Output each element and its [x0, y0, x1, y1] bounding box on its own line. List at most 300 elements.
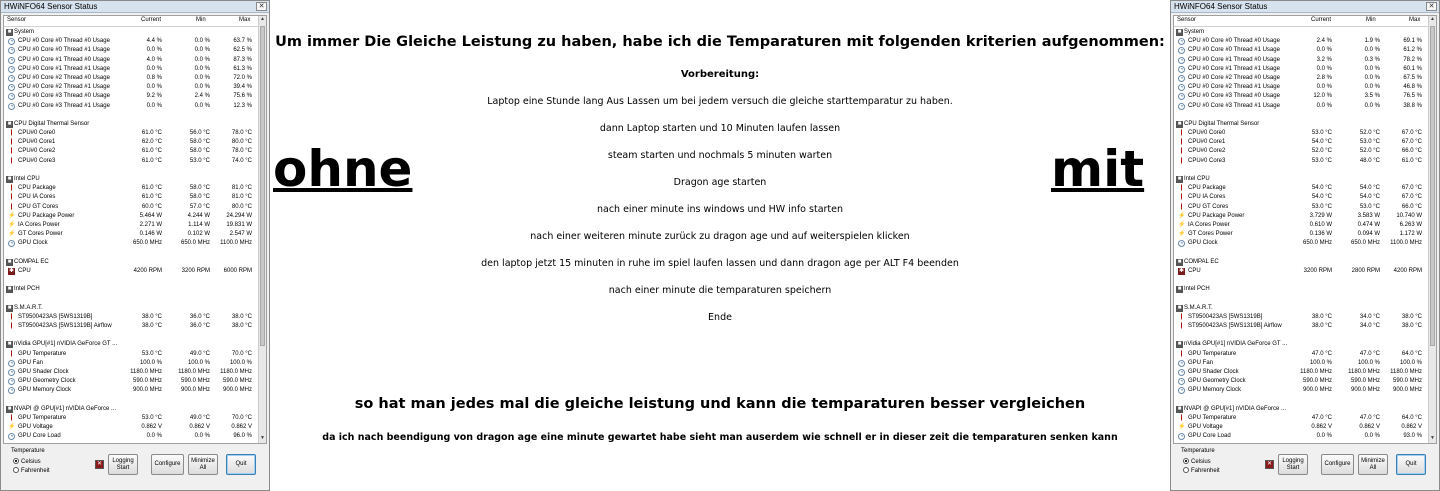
current-value: 54.0 °C	[1311, 139, 1332, 146]
current-value: 53.0 °C	[141, 414, 162, 421]
current-value: 650.0 MHz	[132, 240, 162, 247]
sensor-label: CPU #0 Core #2 Thread #0 Usage	[1188, 74, 1280, 81]
max-value: 70.0 °C	[231, 414, 252, 421]
sensor-row[interactable]	[4, 212, 260, 221]
sensor-row[interactable]	[4, 239, 260, 248]
sensor-label: COMPAL EC	[14, 258, 49, 265]
sensor-group[interactable]	[4, 28, 260, 37]
sensor-group[interactable]	[1174, 120, 1430, 129]
quit-button[interactable]: Quit	[1396, 454, 1426, 475]
min-value: 0.862 V	[1359, 424, 1380, 431]
close-icon[interactable]: ✕	[1426, 2, 1437, 11]
sensor-row[interactable]	[4, 83, 260, 92]
min-value: 1.114 W	[188, 221, 210, 228]
sensor-row[interactable]	[1174, 267, 1430, 276]
min-value: 58.0 °C	[189, 148, 210, 155]
sensor-group[interactable]	[1174, 28, 1430, 37]
sensor-list[interactable]	[1173, 15, 1437, 444]
column-sensor[interactable]: Sensor	[1177, 17, 1197, 23]
chip-icon: ■	[7, 405, 12, 412]
sensor-label: CPU Package	[18, 185, 56, 192]
vertical-scrollbar[interactable]	[1428, 16, 1436, 443]
current-value: 61.0 °C	[141, 148, 162, 155]
thermometer-icon: ❙	[8, 185, 15, 192]
step-text: steam starten und nochmals 5 minuten warten	[607, 150, 833, 161]
sensor-row[interactable]	[1174, 322, 1430, 331]
sensor-row[interactable]	[1174, 230, 1430, 239]
max-value: 6000 RPM	[223, 267, 252, 274]
sensor-label: CPU #0 Core #2 Thread #1 Usage	[1188, 84, 1280, 91]
gauge-icon: ◔	[9, 388, 14, 395]
min-value: 58.0 °C	[189, 185, 210, 192]
scrollbar-thumb[interactable]	[1430, 26, 1435, 346]
gauge-icon: ◔	[9, 369, 14, 376]
title-bar[interactable]	[1171, 1, 1439, 13]
sensor-group[interactable]	[1174, 340, 1430, 349]
max-value: 6.263 W	[1399, 221, 1422, 228]
thermometer-icon: ❙	[1178, 203, 1185, 210]
current-value: 4.4 %	[146, 38, 162, 45]
sensor-row[interactable]	[4, 147, 260, 156]
min-value: 0.0 %	[1364, 65, 1380, 72]
min-value: 47.0 °C	[1359, 414, 1380, 421]
lightning-icon: ⚡	[8, 231, 16, 238]
current-value: 53.0 °C	[141, 350, 162, 357]
min-value: 53.0 °C	[1359, 203, 1380, 210]
sensor-label: NVAPI @ GPU[#1] nVIDIA GeForce ...	[1184, 405, 1287, 412]
sensor-label: CPU #0 Core #0 Thread #1 Usage	[1188, 47, 1280, 54]
spacer-row	[1174, 396, 1430, 405]
sensor-row[interactable]	[1174, 147, 1430, 156]
scroll-down-icon[interactable]: ▼	[1430, 435, 1435, 441]
sensor-group[interactable]	[4, 120, 260, 129]
sensor-row[interactable]	[1174, 359, 1430, 368]
sensor-row[interactable]	[1174, 193, 1430, 202]
scroll-down-icon[interactable]: ▼	[260, 435, 265, 441]
current-value: 0.0 %	[1316, 433, 1332, 440]
chip-icon: ■	[1177, 405, 1182, 412]
sensor-row[interactable]	[1174, 37, 1430, 46]
step-text: Ende	[708, 312, 732, 323]
fahrenheit-radio[interactable]	[1183, 467, 1220, 474]
gauge-icon: ◔	[9, 48, 14, 55]
spacer-row	[4, 249, 260, 258]
current-value: 61.0 °C	[141, 130, 162, 137]
vertical-scrollbar[interactable]	[258, 16, 266, 443]
window-title: HWiNFO64 Sensor Status	[1174, 2, 1268, 11]
reset-icon[interactable]: ✕	[96, 461, 103, 467]
current-value: 0.0 %	[1316, 65, 1332, 72]
gauge-icon: ◔	[9, 434, 14, 441]
max-value: 38.0 °C	[1401, 323, 1422, 329]
current-value: 54.0 °C	[1311, 194, 1332, 201]
sensor-row[interactable]	[1174, 157, 1430, 166]
sensor-row[interactable]	[4, 414, 260, 423]
chip-icon: ■	[7, 29, 12, 35]
sensor-row[interactable]	[1174, 129, 1430, 138]
current-value: 2.271 W	[139, 221, 162, 228]
configure-button[interactable]: Configure	[1321, 454, 1354, 475]
sensor-row[interactable]	[4, 46, 260, 55]
chip-icon: ■	[7, 120, 12, 127]
temperature-label: Temperature	[11, 448, 45, 454]
min-value: 0.094 W	[1357, 231, 1380, 238]
sensor-group[interactable]	[4, 405, 260, 414]
sensor-row[interactable]	[1174, 423, 1430, 432]
current-value: 61.0 °C	[141, 194, 162, 201]
min-value: 34.0 °C	[1359, 323, 1380, 329]
current-value: 0.0 %	[1316, 102, 1332, 109]
chip-icon: ■	[1177, 258, 1182, 265]
sensor-group[interactable]	[1174, 285, 1430, 294]
sensor-label: CPU Digital Thermal Sensor	[1184, 120, 1260, 127]
sensor-row[interactable]	[4, 56, 260, 65]
max-value: 93.0 %	[1403, 433, 1422, 440]
sensor-row[interactable]	[4, 203, 260, 212]
spacer-row	[1174, 294, 1430, 303]
sensor-row[interactable]	[1174, 239, 1430, 248]
sensor-group[interactable]	[1174, 405, 1430, 414]
sensor-label: CPU #0 Core #3 Thread #1 Usage	[18, 102, 110, 109]
lightning-icon: ⚡	[8, 221, 16, 228]
min-value: 650.0 MHz	[180, 240, 210, 247]
max-value: 76.5 %	[1403, 93, 1422, 100]
current-value: 47.0 °C	[1311, 414, 1332, 421]
column-sensor[interactable]: Sensor	[7, 17, 27, 23]
gauge-icon: ◔	[9, 94, 14, 101]
sensor-label: CPU GT Cores	[1188, 203, 1229, 210]
chip-icon: ■	[7, 286, 12, 293]
min-value: 0.0 %	[194, 84, 210, 91]
sensor-rows	[1174, 28, 1430, 441]
sensor-group[interactable]	[1174, 304, 1430, 313]
sensor-row[interactable]	[4, 432, 260, 441]
sensor-label: GPU Geometry Clock	[18, 378, 76, 385]
minimize-all-button[interactable]: Minimize All	[188, 454, 218, 475]
sensor-row[interactable]	[1174, 377, 1430, 386]
thermometer-icon: ❙	[1178, 148, 1185, 155]
scroll-up-icon[interactable]: ▲	[1430, 16, 1435, 22]
thermometer-icon: ❙	[1178, 157, 1185, 164]
max-value: 62.5 %	[233, 47, 252, 54]
sensor-label: ST9500423AS [5WS1319B] Airflow	[1188, 323, 1282, 329]
lightning-icon: ⚡	[1178, 221, 1186, 228]
gauge-icon: ◔	[9, 103, 14, 110]
sensor-label: CPU Package Power	[18, 212, 75, 219]
sensor-row[interactable]	[4, 74, 260, 83]
sensor-row[interactable]	[1174, 203, 1430, 212]
sensor-row[interactable]	[1174, 414, 1430, 423]
sensor-label: System	[14, 29, 35, 35]
step-text: den laptop jetzt 15 minuten in ruhe im spiel laufen lassen und dann dragon age per ALT F4 beenden	[481, 258, 959, 269]
gauge-icon: ◔	[9, 75, 14, 82]
sensor-row[interactable]	[1174, 350, 1430, 359]
sensor-row[interactable]	[4, 37, 260, 46]
column-max[interactable]: Max	[1409, 17, 1421, 23]
sensor-label: CPU#0 Core2	[18, 148, 56, 155]
configure-button[interactable]: Configure	[151, 454, 184, 475]
column-min[interactable]: Min	[196, 17, 206, 23]
thermometer-icon: ❙	[1178, 194, 1185, 201]
sensor-label: GPU Shader Clock	[1188, 368, 1239, 375]
current-value: 590.0 MHz	[1302, 378, 1332, 385]
fahrenheit-label: Fahrenheit	[21, 468, 50, 474]
current-value: 5.464 W	[139, 212, 162, 219]
sensor-label: CPU Package Power	[1188, 212, 1245, 219]
current-value: 53.0 °C	[1311, 157, 1332, 164]
gauge-icon: ◔	[1179, 48, 1184, 55]
max-value: 1.172 W	[1399, 231, 1422, 238]
sensor-group[interactable]	[4, 258, 260, 267]
current-value: 0.862 V	[141, 424, 162, 431]
radio-empty-icon	[1183, 467, 1189, 473]
scrollbar-thumb[interactable]	[260, 26, 265, 346]
sensor-label: ST9500423AS [5WS1319B]	[18, 313, 93, 320]
sensor-label: CPU	[1188, 267, 1201, 274]
max-value: 900.0 MHz	[1392, 387, 1422, 394]
max-value: 67.0 °C	[1401, 194, 1422, 201]
thermometer-icon: ❙	[1178, 139, 1185, 146]
min-value: 100.0 %	[1357, 359, 1380, 366]
current-value: 0.0 %	[146, 65, 162, 72]
preparation-title: Vorbereitung:	[680, 69, 760, 80]
sensor-label: CPU Digital Thermal Sensor	[14, 120, 90, 127]
sensor-group[interactable]	[4, 304, 260, 313]
sensor-row[interactable]	[1174, 65, 1430, 74]
article	[272, 0, 1168, 491]
sensor-label: GPU Fan	[1188, 359, 1214, 366]
column-min[interactable]: Min	[1366, 17, 1376, 23]
max-value: 64.0 °C	[1401, 350, 1422, 357]
sensor-row[interactable]	[1174, 74, 1430, 83]
chip-icon: ■	[1177, 341, 1182, 348]
sensor-row[interactable]	[4, 368, 260, 377]
sensor-group[interactable]	[4, 285, 260, 294]
min-value: 36.0 °C	[189, 313, 210, 320]
sensor-row[interactable]	[4, 221, 260, 230]
chip-icon: ■	[1177, 304, 1182, 311]
sensor-row[interactable]	[4, 92, 260, 101]
min-value: 34.0 °C	[1359, 313, 1380, 320]
sensor-row[interactable]	[4, 65, 260, 74]
scroll-up-icon[interactable]: ▲	[260, 16, 265, 22]
min-value: 0.3 %	[1364, 56, 1380, 63]
max-value: 81.0 °C	[231, 185, 252, 192]
thermometer-icon: ❙	[1178, 130, 1185, 137]
spacer-row	[4, 396, 260, 405]
max-value: 66.0 °C	[1401, 203, 1422, 210]
min-value: 54.0 °C	[1359, 185, 1380, 192]
gauge-icon: ◔	[9, 66, 14, 73]
min-value: 0.0 %	[194, 65, 210, 72]
sensor-row[interactable]	[4, 423, 260, 432]
current-value: 3200 RPM	[1303, 267, 1332, 274]
sensor-label: CPU #0 Core #3 Thread #0 Usage	[1188, 93, 1280, 100]
sensor-row[interactable]	[1174, 368, 1430, 377]
gauge-icon: ◔	[1179, 241, 1184, 248]
min-value: 52.0 °C	[1359, 148, 1380, 155]
minimize-all-button[interactable]: Minimize All	[1358, 454, 1388, 475]
column-max[interactable]: Max	[239, 17, 251, 23]
current-value: 0.610 W	[1309, 221, 1332, 228]
max-value: 900.0 MHz	[222, 387, 252, 394]
min-value: 0.0 %	[1364, 433, 1380, 440]
current-value: 0.146 W	[139, 231, 162, 238]
max-value: 12.3 %	[233, 102, 252, 109]
sensor-label: GT Cores Power	[18, 231, 63, 238]
sensor-list[interactable]	[3, 15, 267, 444]
sensor-label: nVidia GPU[#1] nVIDIA GeForce GT ...	[14, 341, 118, 348]
max-value: 87.3 %	[233, 56, 252, 63]
temperature-label: Temperature	[1181, 448, 1215, 454]
sensor-row[interactable]	[1174, 313, 1430, 322]
min-value: 52.0 °C	[1359, 130, 1380, 137]
min-value: 2800 RPM	[1351, 267, 1380, 274]
sensor-row[interactable]	[4, 230, 260, 239]
max-value: 38.0 °C	[231, 323, 252, 329]
temperature-unit-group	[1177, 448, 1239, 480]
sensor-row[interactable]	[1174, 46, 1430, 55]
max-value: 60.1 %	[1403, 65, 1422, 72]
sensor-group[interactable]	[1174, 258, 1430, 267]
spacer-row	[1174, 331, 1430, 340]
sensor-row[interactable]	[4, 193, 260, 202]
current-value: 2.4 %	[1316, 38, 1332, 45]
min-value: 58.0 °C	[189, 194, 210, 201]
sensor-label: GPU Clock	[18, 240, 48, 247]
spacer-row	[4, 166, 260, 175]
sensor-label: CPU#0 Core1	[18, 139, 56, 146]
sensor-row[interactable]	[4, 138, 260, 147]
sensor-group[interactable]	[4, 175, 260, 184]
current-value: 60.0 °C	[141, 203, 162, 210]
sensor-row[interactable]	[4, 157, 260, 166]
sensor-row[interactable]	[1174, 386, 1430, 395]
thermometer-icon: ❙	[1178, 350, 1185, 357]
max-value: 2.547 W	[229, 231, 252, 238]
sensor-row[interactable]	[1174, 92, 1430, 101]
sensor-label: CPU #0 Core #1 Thread #0 Usage	[18, 56, 110, 63]
current-value: 0.0 %	[1316, 47, 1332, 54]
sensor-row[interactable]	[1174, 221, 1430, 230]
sensor-group[interactable]	[4, 340, 260, 349]
step-text: nach einer minute die temparaturen speichern	[608, 285, 832, 296]
sensor-row[interactable]	[1174, 138, 1430, 147]
sensor-row[interactable]	[4, 129, 260, 138]
current-value: 0.0 %	[1316, 84, 1332, 91]
sensor-label: GPU Temperature	[1188, 350, 1237, 357]
sensor-group[interactable]	[1174, 175, 1430, 184]
lightning-icon: ⚡	[8, 212, 16, 219]
column-current[interactable]: Current	[1311, 17, 1332, 23]
sensor-row[interactable]	[1174, 432, 1430, 441]
sensor-label: GPU Voltage	[18, 424, 53, 431]
chip-icon: ■	[1177, 120, 1182, 127]
footer-bar	[3, 446, 267, 489]
sensor-row[interactable]	[4, 377, 260, 386]
min-value: 1180.0 MHz	[178, 368, 210, 375]
max-value: 39.4 %	[233, 84, 252, 91]
gauge-icon: ◔	[9, 39, 14, 46]
sensor-row[interactable]	[1174, 184, 1430, 193]
sensor-label: IA Cores Power	[18, 221, 60, 228]
sensor-row[interactable]	[4, 313, 260, 322]
thermometer-icon: ❙	[8, 194, 15, 201]
sensor-row[interactable]	[4, 322, 260, 331]
sensor-label: CPU #0 Core #0 Thread #0 Usage	[18, 38, 110, 45]
current-value: 0.8 %	[146, 74, 162, 81]
sensor-label: CPU #0 Core #1 Thread #1 Usage	[1188, 65, 1280, 72]
sensor-row[interactable]	[4, 184, 260, 193]
current-value: 0.0 %	[146, 433, 162, 440]
celsius-label: Celsius	[21, 459, 41, 465]
sensor-row[interactable]	[4, 359, 260, 368]
chip-icon: ■	[7, 304, 12, 311]
column-current[interactable]: Current	[141, 17, 162, 23]
logging-start-button[interactable]: Logging Start	[1278, 454, 1308, 475]
sensor-label: ST9500423AS [5WS1319B] Airflow	[18, 323, 112, 329]
sensor-label: GPU Shader Clock	[18, 368, 69, 375]
max-value: 61.2 %	[1403, 47, 1422, 54]
max-value: 100.0 %	[229, 359, 252, 366]
title-bar[interactable]	[1, 1, 269, 13]
max-value: 46.8 %	[1403, 84, 1422, 91]
max-value: 1100.0 MHz	[1390, 240, 1422, 247]
sensor-row[interactable]	[1174, 83, 1430, 92]
celsius-radio[interactable]	[13, 458, 41, 465]
celsius-radio[interactable]	[1183, 458, 1211, 465]
min-value: 49.0 °C	[189, 350, 210, 357]
sensor-label: NVAPI @ GPU[#1] nVIDIA GeForce ...	[14, 405, 117, 412]
sensor-row[interactable]	[4, 102, 260, 111]
current-value: 0.136 W	[1309, 231, 1332, 238]
spacer-row	[1174, 249, 1430, 258]
max-value: 67.5 %	[1403, 74, 1422, 81]
fahrenheit-radio[interactable]	[13, 467, 50, 474]
sensor-label: GPU Voltage	[1188, 424, 1223, 431]
max-value: 67.0 °C	[1401, 185, 1422, 192]
sensor-row[interactable]	[1174, 212, 1430, 221]
sensor-row[interactable]	[4, 350, 260, 359]
sensor-label: CPU #0 Core #2 Thread #1 Usage	[18, 84, 110, 91]
sensor-row[interactable]	[1174, 56, 1430, 65]
sensor-row[interactable]	[4, 386, 260, 395]
step-text: nach einer minute ins windows und HW info starten	[596, 204, 844, 215]
fan-icon: ✱	[8, 267, 15, 274]
reset-icon[interactable]: ✕	[1266, 461, 1273, 467]
column-header	[4, 16, 260, 27]
logging-start-button[interactable]: Logging Start	[108, 454, 138, 475]
max-value: 67.0 °C	[1401, 139, 1422, 146]
spacer-row	[1174, 111, 1430, 120]
sensor-row[interactable]	[1174, 102, 1430, 111]
quit-button[interactable]: Quit	[226, 454, 256, 475]
min-value: 56.0 °C	[189, 130, 210, 137]
gauge-icon: ◔	[1179, 85, 1184, 92]
sensor-label: CPU	[18, 267, 31, 274]
sensor-label: Intel PCH	[14, 286, 40, 293]
spacer-row	[4, 294, 260, 303]
current-value: 0.0 %	[146, 84, 162, 91]
sensor-row[interactable]	[4, 267, 260, 276]
max-value: 24.294 W	[226, 212, 252, 219]
max-value: 80.0 °C	[231, 203, 252, 210]
min-value: 54.0 °C	[1359, 194, 1380, 201]
min-value: 0.0 %	[1364, 102, 1380, 109]
current-value: 900.0 MHz	[1302, 387, 1332, 394]
max-value: 81.0 °C	[231, 194, 252, 201]
close-icon[interactable]: ✕	[256, 2, 267, 11]
